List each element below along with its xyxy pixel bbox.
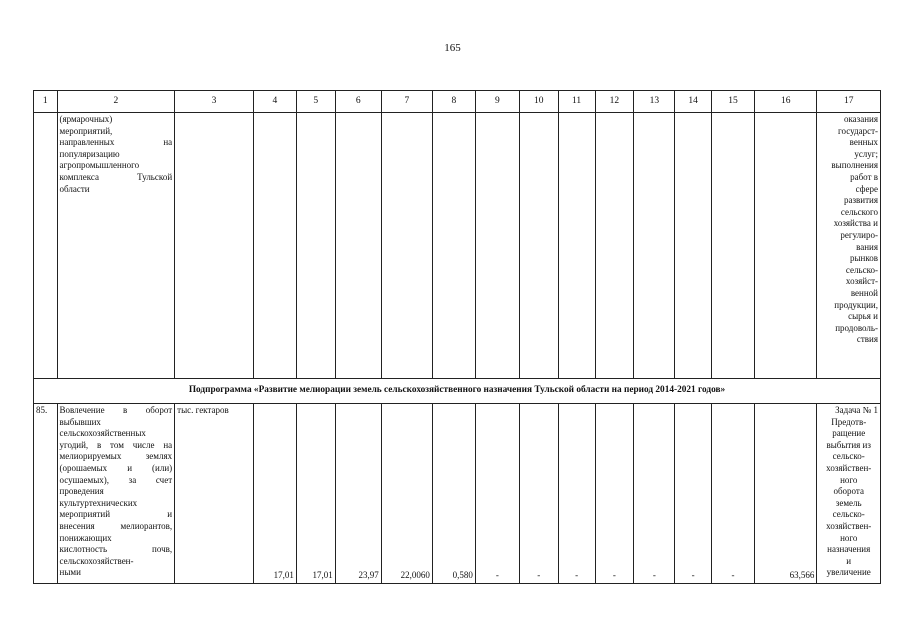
- text-line: области: [59, 183, 90, 194]
- text-line: понижающих: [59, 532, 112, 543]
- value-cell: 0,580: [432, 404, 475, 584]
- text-line: ными: [59, 567, 81, 578]
- table-cell: [519, 113, 558, 379]
- table-cell: [712, 113, 755, 379]
- column-header: 1: [34, 91, 58, 113]
- text-line: оказания: [843, 114, 878, 124]
- column-header: 13: [634, 91, 675, 113]
- text-line: направленных на: [59, 137, 173, 148]
- text-line: продоволь-: [835, 322, 878, 333]
- text-line: (ярмарочных): [59, 114, 113, 124]
- table-cell: [755, 113, 817, 379]
- subprogram-title: Подпрограмма «Развитие мелиорации земель сельскохозяйственного назначения Тульской области на период 2014-2021 годов»: [34, 379, 881, 404]
- column-header: 14: [675, 91, 712, 113]
- goal-description: [817, 113, 881, 379]
- text-line: ного: [840, 532, 858, 543]
- text-line: кислотность почв,: [59, 544, 173, 555]
- text-line: выбытия из: [826, 439, 871, 450]
- text-line: популяризацию: [59, 148, 120, 159]
- text-line: венных: [849, 137, 878, 148]
- row-number: 85.: [34, 404, 58, 584]
- text-line: осушаемых), за счет: [59, 474, 173, 485]
- text-line: венной: [850, 287, 878, 298]
- text-line: сфере: [855, 183, 878, 194]
- text-line: услуг;: [854, 148, 878, 159]
- text-line: Вовлечение в оборот: [59, 405, 173, 415]
- table-row: [34, 404, 881, 584]
- text-line: ного: [840, 474, 858, 485]
- subprogram-row: [34, 379, 881, 404]
- value-cell: -: [675, 404, 712, 584]
- text-line: ствия: [856, 334, 878, 345]
- text-line: государст-: [838, 125, 878, 136]
- continuation-row: [34, 113, 881, 379]
- text-line: проведения: [59, 486, 104, 497]
- value-cell: -: [558, 404, 595, 584]
- text-line: продукции,: [834, 299, 878, 310]
- text-line: сельско-: [832, 509, 865, 520]
- text-line: ращение: [832, 428, 866, 439]
- value-cell: 17,01: [296, 404, 335, 584]
- table-cell: [335, 113, 381, 379]
- column-header: 9: [475, 91, 519, 113]
- text-line: хозяйст-: [845, 276, 878, 287]
- text-line: сельско-: [845, 264, 878, 275]
- column-header: 2: [57, 91, 175, 113]
- text-line: сельско-: [832, 451, 865, 462]
- text-line: внесения мелиорантов,: [59, 520, 173, 531]
- text-line: назначения: [827, 544, 871, 555]
- data-table: [33, 90, 881, 584]
- table-cell: [175, 113, 254, 379]
- table-cell: [253, 113, 296, 379]
- column-header: 17: [817, 91, 881, 113]
- text-line: комплекса Тульской: [59, 171, 173, 182]
- text-line: хозяйства и: [833, 218, 878, 229]
- column-header: 16: [755, 91, 817, 113]
- table-cell: [34, 113, 58, 379]
- column-header: 8: [432, 91, 475, 113]
- value-cell: -: [634, 404, 675, 584]
- table-cell: [634, 113, 675, 379]
- text-line: мероприятий и: [59, 509, 173, 520]
- text-line: мероприятий,: [59, 125, 113, 136]
- text-line: выполнения: [831, 160, 878, 171]
- column-header: 15: [712, 91, 755, 113]
- text-line: выбывших: [59, 416, 101, 427]
- text-line: мелиорируемых землях: [59, 451, 173, 462]
- column-header: 12: [595, 91, 634, 113]
- text-line: работ в: [850, 171, 878, 182]
- text-line: культуртехнических: [59, 497, 138, 508]
- column-header: 3: [175, 91, 254, 113]
- activity-description: [57, 404, 175, 584]
- text-line: сырья и: [848, 311, 878, 322]
- page-number: 165: [444, 42, 461, 54]
- text-line: (орошаемых и (или): [59, 462, 173, 473]
- value-cell: 23,97: [335, 404, 381, 584]
- text-line: увеличение: [826, 567, 871, 578]
- value-cell: 22,0060: [381, 404, 432, 584]
- column-header: 7: [381, 91, 432, 113]
- table-cell: [381, 113, 432, 379]
- table-cell: [296, 113, 335, 379]
- column-header: 5: [296, 91, 335, 113]
- value-cell: -: [712, 404, 755, 584]
- column-header: 6: [335, 91, 381, 113]
- value-cell: -: [519, 404, 558, 584]
- column-header: 11: [558, 91, 595, 113]
- text-line: сельского: [840, 206, 878, 217]
- text-line: Задача № 1: [835, 405, 878, 415]
- text-line: угодий, в том числе на: [59, 439, 173, 450]
- table-cell: [558, 113, 595, 379]
- goal-description: [817, 404, 881, 584]
- text-line: хозяйствен-: [826, 520, 872, 531]
- value-cell: 17,01: [253, 404, 296, 584]
- text-line: хозяйствен-: [826, 462, 872, 473]
- text-line: сельскохозяйственных: [59, 428, 146, 439]
- table-cell: [475, 113, 519, 379]
- text-line: вания: [856, 241, 878, 252]
- text-line: агропромышленного: [59, 160, 140, 171]
- activity-description: [57, 113, 175, 379]
- table-cell: [432, 113, 475, 379]
- column-header: 4: [253, 91, 296, 113]
- text-line: развития: [843, 195, 878, 206]
- value-cell: 63,566: [755, 404, 817, 584]
- text-line: и: [846, 555, 852, 566]
- text-line: регулиро-: [840, 229, 878, 240]
- value-cell: -: [475, 404, 519, 584]
- header-row: [34, 91, 881, 113]
- column-header: 10: [519, 91, 558, 113]
- text-line: оборота: [833, 486, 864, 497]
- text-line: сельскохозяйствен-: [59, 555, 134, 566]
- text-line: Предотв-: [831, 416, 867, 427]
- unit-cell: тыс. гектаров: [175, 404, 254, 584]
- text-line: рынков: [849, 253, 878, 264]
- table-cell: [595, 113, 634, 379]
- text-line: земель: [835, 497, 862, 508]
- table-cell: [675, 113, 712, 379]
- value-cell: -: [595, 404, 634, 584]
